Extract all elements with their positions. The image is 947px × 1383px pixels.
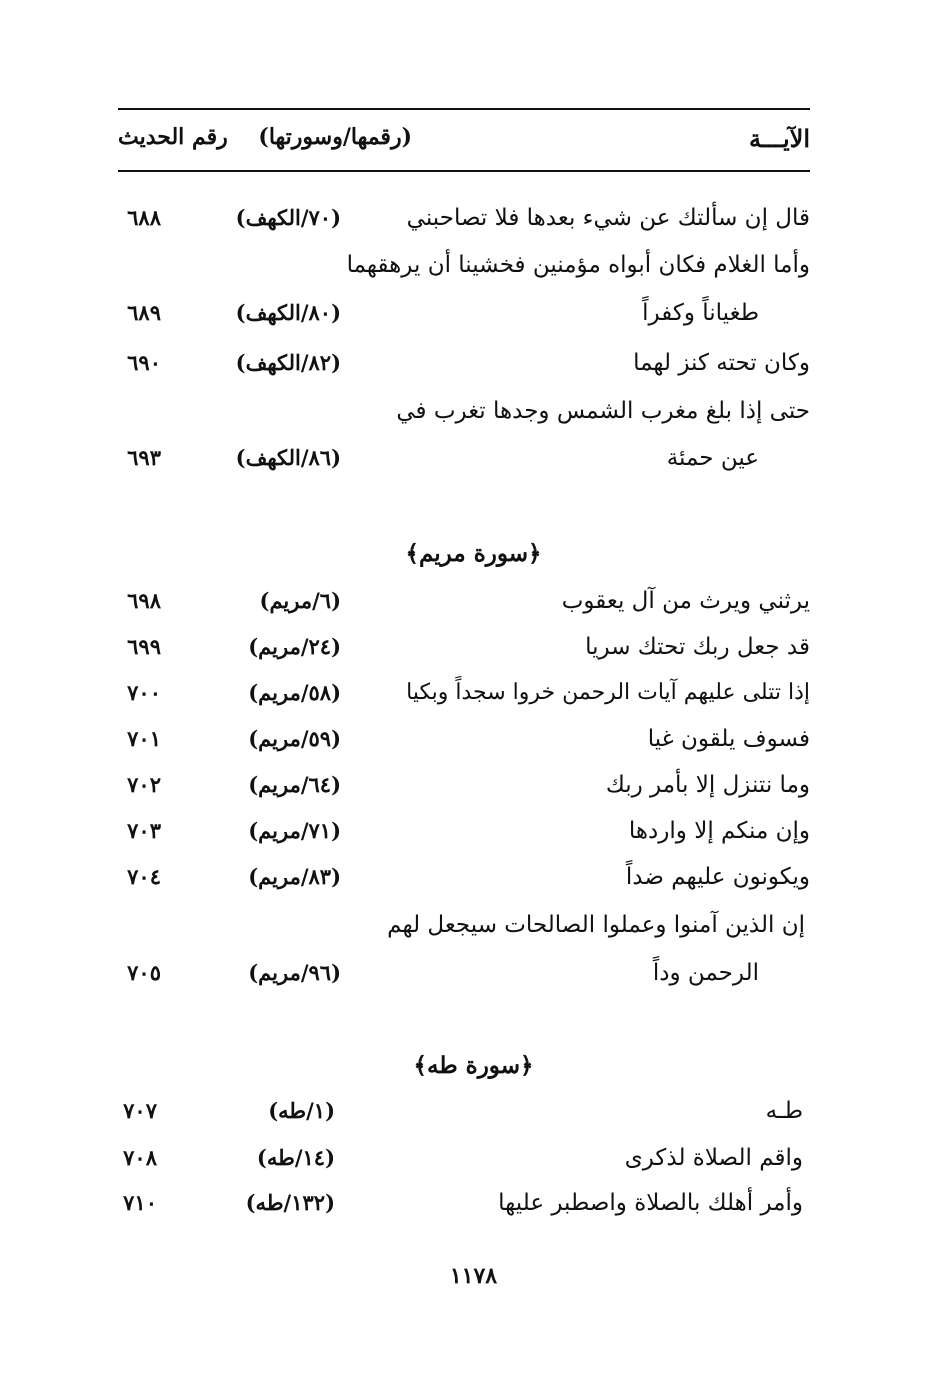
verse-text: إن الذين آمنوا وعملوا الصالحات سيجعل لهم xyxy=(387,912,805,938)
hadith-number: ٧٠٨ xyxy=(123,1145,157,1170)
verse-text: فسوف يلقون غيا xyxy=(647,726,810,752)
table-row xyxy=(0,772,947,812)
verse-text: وأما الغلام فكان أبواه مؤمنين فخشينا أن يرهقهما xyxy=(346,252,810,278)
verse-text: إذا تتلى عليهم آيات الرحمن خروا سجداً وبكيا xyxy=(406,680,810,705)
page-number: ١١٧٨ xyxy=(449,1263,498,1289)
verse-ref: (٩٦/مريم) xyxy=(248,960,341,985)
header-aya: الآيـــة xyxy=(749,124,810,153)
table-row xyxy=(0,398,947,438)
header-hadith-number: رقم الحديث xyxy=(118,124,228,150)
table-row xyxy=(0,300,947,340)
hadith-number: ٧٠٧ xyxy=(123,1098,157,1123)
table-row xyxy=(0,350,947,390)
surah-title-taha: ﴿سورة طه﴾ xyxy=(413,1052,534,1079)
verse-ref: (٥٩/مريم) xyxy=(248,726,341,751)
verse-ref: (٨٠/الكهف) xyxy=(235,300,341,325)
verse-ref: (٦/مريم) xyxy=(259,588,341,613)
verse-text: يرثني ويرث من آل يعقوب xyxy=(561,588,810,614)
verse-ref: (٨٦/الكهف) xyxy=(235,445,341,470)
hadith-number: ٧٠١ xyxy=(127,726,161,751)
verse-text: طغياناً وكفراً xyxy=(642,300,759,326)
verse-text: عين حمئة xyxy=(666,445,759,471)
verse-text: وأمر أهلك بالصلاة واصطبر عليها xyxy=(498,1190,803,1216)
verse-ref: (٥٨/مريم) xyxy=(248,680,341,705)
verse-text: قال إن سألتك عن شيء بعدها فلا تصاحبني xyxy=(406,205,810,231)
verse-text: قد جعل ربك تحتك سريا xyxy=(585,634,810,660)
verse-text: واقم الصلاة لذكرى xyxy=(624,1145,803,1171)
table-row xyxy=(0,634,947,674)
hadith-number: ٧٠٢ xyxy=(127,772,161,797)
table-row xyxy=(0,588,947,628)
table-row xyxy=(0,864,947,904)
hadith-number: ٧١٠ xyxy=(123,1190,157,1215)
table-row xyxy=(0,1190,947,1230)
verse-ref: (٨٣/مريم) xyxy=(248,864,341,889)
hadith-number: ٧٠٤ xyxy=(127,864,161,889)
hadith-number: ٧٠٣ xyxy=(127,818,161,843)
header-ref: (رقمها/وسورتها) xyxy=(258,124,412,150)
hadith-number: ٦٩٣ xyxy=(127,445,161,470)
hadith-number: ٧٠٠ xyxy=(127,680,161,705)
table-row xyxy=(0,960,947,1000)
verse-text: الرحمن وداً xyxy=(652,960,759,986)
hadith-number: ٦٨٩ xyxy=(127,300,161,325)
table-row xyxy=(0,726,947,766)
surah-title-maryam: ﴿سورة مريم﴾ xyxy=(405,540,542,567)
table-row xyxy=(0,912,947,952)
verse-ref: (٢٤/مريم) xyxy=(248,634,341,659)
verse-text: وإن منكم إلا واردها xyxy=(628,818,810,844)
table-row xyxy=(0,818,947,858)
verse-ref: (٦٤/مريم) xyxy=(248,772,341,797)
table-row xyxy=(0,445,947,485)
verse-ref: (٨٢/الكهف) xyxy=(235,350,341,375)
table-row xyxy=(0,680,947,720)
verse-ref: (١٤/طه) xyxy=(256,1145,335,1170)
table-row xyxy=(0,252,947,292)
verse-text: ويكونون عليهم ضداً xyxy=(625,864,810,890)
hadith-number: ٧٠٥ xyxy=(127,960,161,985)
hadith-number: ٦٩٠ xyxy=(127,350,161,375)
verse-ref: (٧٠/الكهف) xyxy=(235,205,341,230)
verse-text: وما نتنزل إلا بأمر ربك xyxy=(605,772,810,798)
verse-ref: (١/طه) xyxy=(268,1098,335,1123)
verse-ref: (٧١/مريم) xyxy=(248,818,341,843)
table-row xyxy=(0,1098,947,1138)
table-header xyxy=(118,108,810,172)
verse-ref: (١٣٢/طه) xyxy=(245,1190,335,1215)
hadith-number: ٦٨٨ xyxy=(127,205,161,230)
verse-text: حتى إذا بلغ مغرب الشمس وجدها تغرب في xyxy=(396,398,810,424)
hadith-number: ٦٩٩ xyxy=(127,634,161,659)
verse-text: طـه xyxy=(765,1098,803,1124)
hadith-number: ٦٩٨ xyxy=(127,588,161,613)
table-row xyxy=(0,205,947,245)
verse-text: وكان تحته كنز لهما xyxy=(633,350,810,376)
table-row xyxy=(0,1145,947,1185)
